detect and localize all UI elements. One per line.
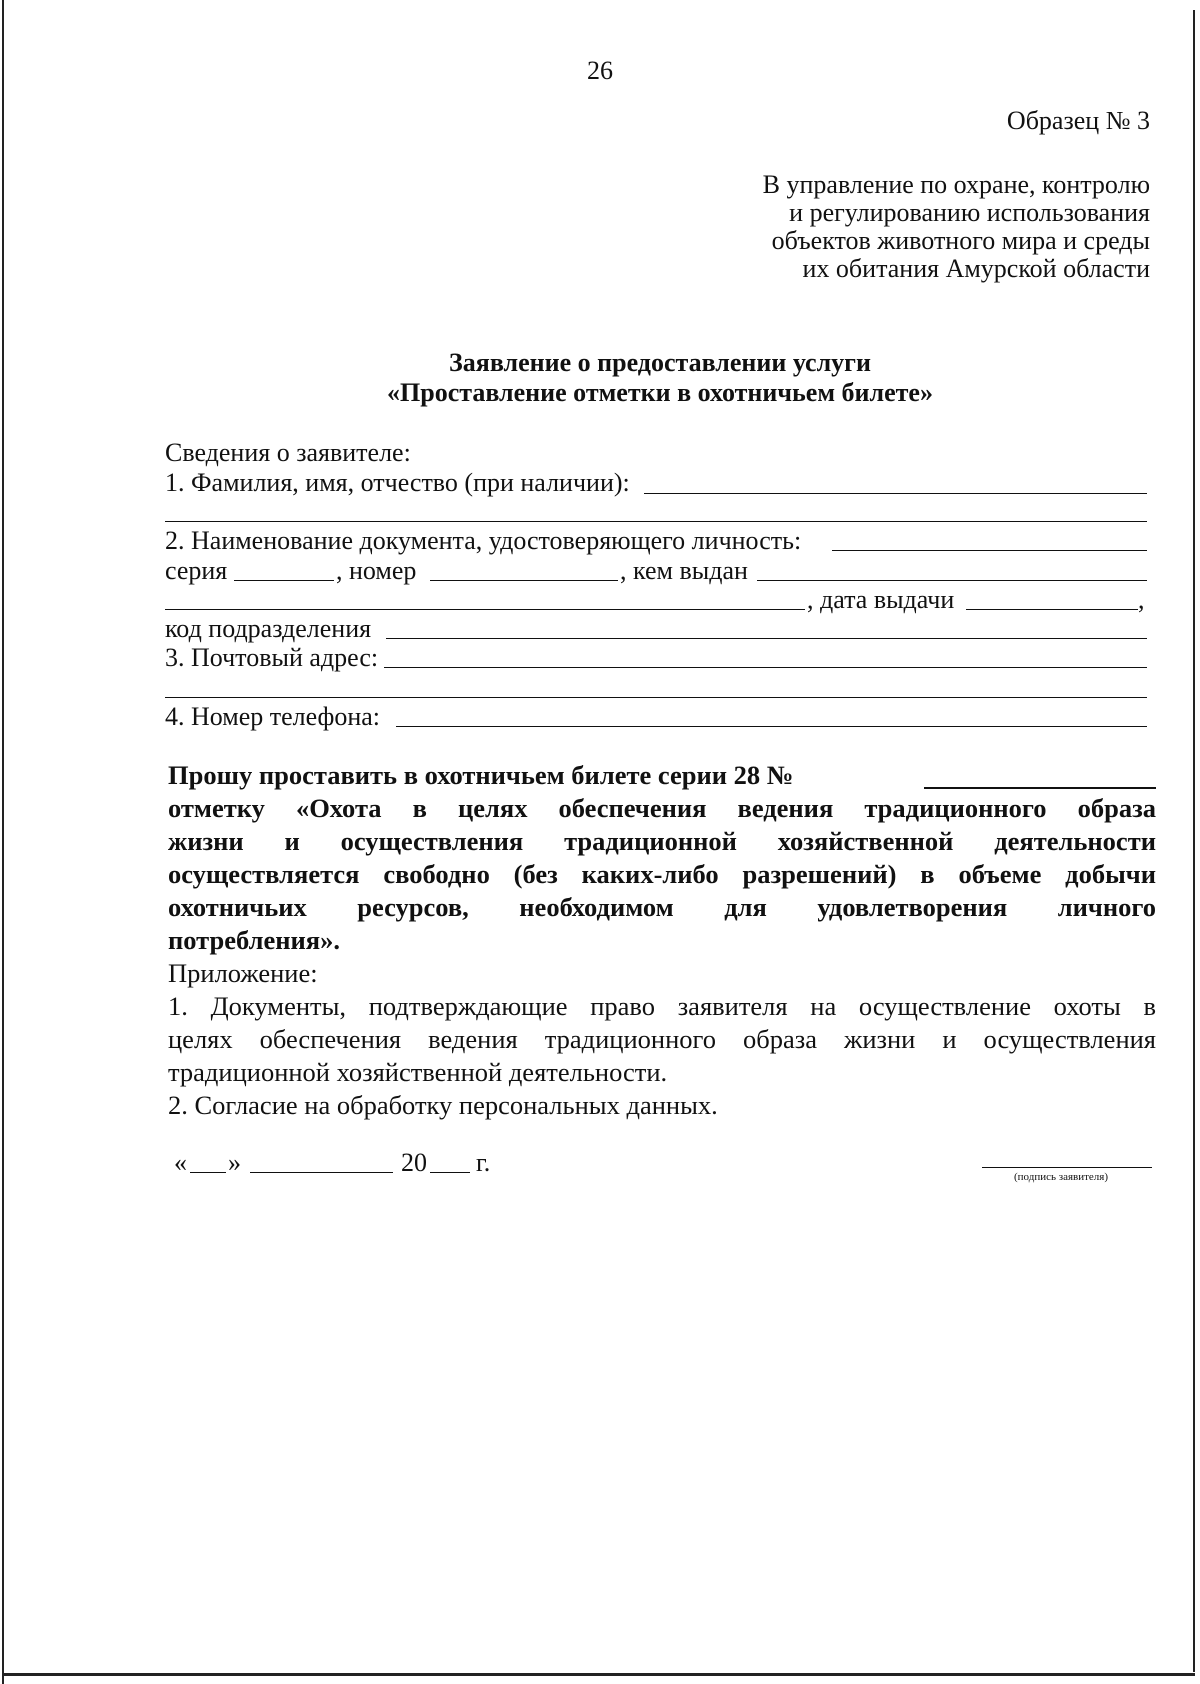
applicant-heading: Сведения о заявителе: — [165, 438, 411, 467]
addressee-line: объектов животного мира и среды — [771, 226, 1150, 255]
issue-date-field-line[interactable] — [966, 609, 1138, 610]
request-line: Прошу проставить в охотничьем билете серии 28 № — [168, 760, 794, 790]
signature-caption: (подпись заявителя) — [1014, 1171, 1109, 1183]
addressee-line: В управление по охране, контролю — [762, 170, 1150, 199]
ticket-number-field-line[interactable] — [924, 787, 1156, 789]
unit-code-field-line[interactable] — [386, 638, 1147, 639]
issue-date-comma: , — [1138, 585, 1145, 614]
page-border-bottom — [4, 1673, 1195, 1676]
postal-address-field-line[interactable] — [384, 667, 1147, 668]
phone-label: 4. Номер телефона: — [165, 702, 381, 731]
date-month-field-line[interactable] — [250, 1172, 393, 1173]
attachment-line: целях обеспечения ведения традиционного образа жизни и осуществления — [168, 1024, 1156, 1054]
postal-address-label: 3. Почтовый адрес: — [165, 643, 379, 672]
sample-label: Образец № 3 — [1006, 106, 1150, 135]
fio-field-line[interactable] — [644, 493, 1147, 494]
page-border-right — [1193, 10, 1195, 1672]
fio-label: 1. Фамилия, имя, отчество (при наличии): — [165, 468, 630, 497]
issue-date-label: , дата выдачи — [807, 585, 955, 614]
phone-field-line[interactable] — [396, 726, 1147, 727]
date-day-field-line[interactable] — [190, 1172, 226, 1173]
attachment-line: 2. Согласие на обработку персональных данных. — [168, 1090, 718, 1120]
request-line: охотничьих ресурсов, необходимом для удовлетворения личного — [168, 892, 1156, 922]
issued-by-field-line[interactable] — [757, 580, 1147, 581]
page-number: 26 — [587, 56, 613, 85]
date-year-suffix: г. — [476, 1148, 491, 1177]
postal-address-field-line-2[interactable] — [165, 697, 1147, 698]
attachment-line: 1. Документы, подтверждающие право заявителя на осуществление охоты в — [168, 991, 1156, 1021]
attachments-block — [168, 957, 1156, 1122]
series-field-line[interactable] — [234, 580, 334, 581]
request-line: жизни и осуществления традиционной хозяйственной деятельности — [168, 826, 1156, 856]
attachments-heading: Приложение: — [168, 958, 318, 988]
addressee-line: их обитания Амурской области — [802, 254, 1150, 283]
signature-field-line[interactable] — [982, 1167, 1152, 1168]
attachment-line: традиционной хозяйственной деятельности. — [168, 1057, 668, 1087]
request-line: осуществляется свободно (без каких-либо разрешений) в объеме добычи — [168, 859, 1156, 889]
number-field-line[interactable] — [430, 580, 618, 581]
date-year-field-line[interactable] — [430, 1172, 470, 1173]
number-label: , номер — [336, 556, 417, 585]
issued-by-field-line-2[interactable] — [165, 609, 805, 610]
date-close-quote: » — [228, 1148, 241, 1177]
date-year-prefix: 20 — [401, 1148, 427, 1177]
page-border-left — [2, 0, 4, 1684]
addressee-line: и регулированию использования — [789, 198, 1150, 227]
date-open-quote: « — [174, 1148, 187, 1177]
unit-code-label: код подразделения — [165, 614, 372, 643]
document-subtitle: «Проставление отметки в охотничьем билете» — [387, 378, 933, 407]
document-title: Заявление о предоставлении услуги — [449, 348, 871, 377]
request-line: отметку «Охота в целях обеспечения ведения традиционного образа — [168, 793, 1156, 823]
id-document-field-line[interactable] — [832, 550, 1147, 551]
id-document-label: 2. Наименование документа, удостоверяющего личность: — [165, 526, 802, 555]
fio-field-line-2[interactable] — [165, 521, 1147, 522]
request-line: потребления». — [168, 925, 340, 955]
series-label: серия — [165, 556, 228, 585]
issued-by-label: , кем выдан — [620, 556, 748, 585]
